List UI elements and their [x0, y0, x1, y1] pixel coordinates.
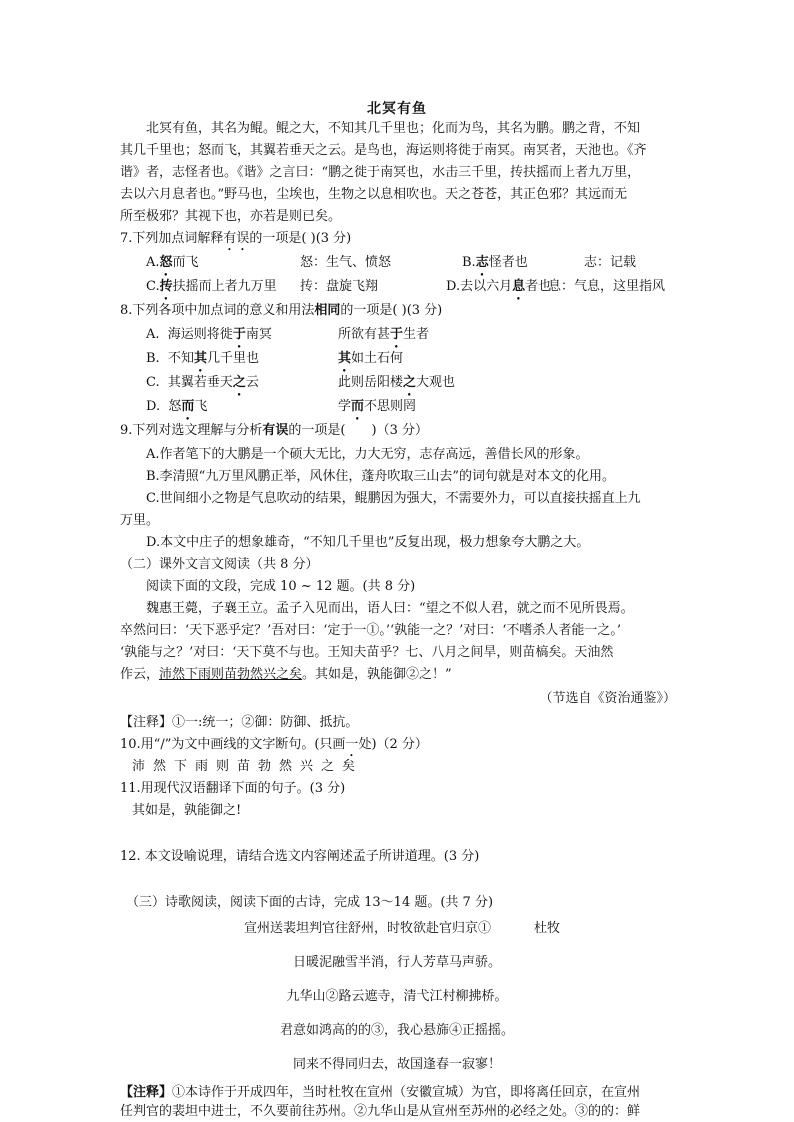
passage-line: 谐》者，志怪者也。《谐》之言曰：“鹏之徙于南冥也，水击三千里，抟扶摇而上者九万里， [120, 165, 641, 180]
q9-option-c-cont: 万里。 [120, 513, 160, 528]
question-11-text: 其如是，孰能御之! [132, 803, 242, 818]
poem-line: 君意如鸿高的的③，我心悬旆④正摇摇。 [279, 1023, 514, 1038]
q8-option-c-right: 此则岳阳楼之大观也 [338, 375, 456, 390]
question-9-stem: 9.下列对选文理解与分析有误的一项是( )（3 分） [120, 423, 428, 438]
passage-line: 所至极邪？其视下也，亦若是则已矣。 [120, 209, 342, 224]
section-2-line: 卒然问曰：‘天下恶乎定？’吾对曰：‘定于一①。’‘孰能一之？’对曰：‘不嗜杀人者能一之。’ [120, 623, 622, 638]
q7-option-d-gloss: 息：气息，这里指风 [548, 279, 666, 294]
question-8-stem: 8.下列各项中加点词的意义和用法相同的一项是( )(3 分) [120, 303, 443, 318]
q8-option-d-right: 学而不思则罔 [338, 399, 417, 414]
q9-option-c: C.世间细小之物是气息吹动的结果，鲲鹏因为强大，不需要外力，可以直接扶摇直上九 [146, 491, 641, 506]
poem-author: 杜牧 [534, 921, 561, 936]
passage-title: 北冥有鱼 [367, 101, 427, 117]
q8-option-d-left: D. 怒而飞 [146, 399, 208, 414]
section-2-instruction: 阅读下面的文段，完成 10 ~ 12 题。(共 8 分) [146, 579, 416, 594]
question-11-stem: 11.用现代汉语翻译下面的句子。(3 分) [120, 781, 346, 796]
q8-option-a-left: A. 海运则将徙于南冥 [146, 327, 272, 342]
section-2-line: 魏惠王薨，子襄王立。孟子入见而出，语人曰：“望之不似人君，就之而不见所畏焉。 [146, 601, 634, 616]
question-10-text: 沛然下雨则苗勃然兴之矣 [132, 759, 364, 774]
poem-note-line: 任判官的裴坦中进士，不久要前往苏州。②九华山是从宣州至苏州的必经之处。③的的：鲜 [120, 1104, 641, 1119]
section-2-line-last: 作云，沛然下雨则苗勃然兴之矣。其如是，孰能御②之！” [120, 667, 452, 682]
passage-line: 其几千里也；怒而飞，其翼若垂天之云。是鸟也，海运则将徙于南冥。南冥者，天池也。《齐 [120, 143, 647, 158]
q7-option-b: B.志怪者也 [462, 255, 528, 270]
poem-line: 九华山②路云遮寺，清弋江村柳拂桥。 [286, 989, 508, 1004]
passage-line: 北冥有鱼，其名为鲲。鲲之大，不知其几千里也；化而为鸟，其名为鹏。鹏之背，不知 [146, 121, 641, 136]
underlined-sentence: 沛然下雨则苗勃然兴之矣 [159, 667, 303, 682]
q7-option-a-gloss: 怒：生气、愤怒 [300, 255, 392, 270]
section-3-heading: （三）诗歌阅读，阅读下面的古诗，完成 13～14 题。(共 7 分) [126, 895, 494, 910]
q7-option-a: A.怒而飞 [146, 255, 199, 270]
section-2-heading: （二）课外文言文阅读（共 8 分） [120, 557, 319, 572]
q8-option-a-right: 所欲有甚于生者 [338, 327, 430, 342]
q9-option-d: D.本文中庄子的想象雄奇，“不知几千里也”反复出现，极力想象夸大鹏之大。 [146, 535, 590, 550]
poem-note-line: 【注释】①本诗作于开成四年，当时杜牧在宣州（安徽宣城）为官，即将离任回京，在宣州 [120, 1085, 641, 1100]
question-12-stem: 12. 本文设喻说理，请结合选文内容阐述孟子所讲道理。(3 分) [120, 849, 480, 864]
section-2-source: （节选自《资治通鉴》） [539, 691, 676, 706]
q8-option-b-right: 其如土石何 [338, 351, 404, 366]
q9-option-a: A.作者笔下的大鹏是一个硕大无比，力大无穷，志存高远，善借长风的形象。 [146, 447, 589, 462]
q8-option-c-left: C. 其翼若垂天之云 [146, 375, 259, 390]
q7-option-b-gloss: 志：记载 [584, 255, 637, 270]
passage-line: 去以六月息者也。”野马也，尘埃也，生物之以息相吹也。天之苍苍，其正色邪？其远而无 [120, 187, 628, 202]
q7-option-d: D.去以六月息者也 [446, 279, 552, 294]
poem-title: 宣州送裴坦判官往舒州，时牧欲赴官归京① [244, 921, 492, 936]
question-10-stem: 10.用“/”为文中画线的文字断句。(只画一处)（2 分） [120, 737, 428, 752]
poem-line: 同来不得同归去，故国逢春一寂寥！ [292, 1057, 501, 1072]
section-2-note: 【注释】①一:统一；②御：防御、抵抗。 [120, 715, 359, 730]
question-7-stem: 7.下列加点词解释有误的一项是( )(3 分) [120, 231, 352, 246]
section-2-line: ‘孰能与之？’对曰：‘天下莫不与也。王知夫苗乎？七、八月之间旱，则苗槁矣。天油然 [120, 645, 614, 660]
q8-option-b-left: B. 不知其几千里也 [146, 351, 259, 366]
q7-option-c: C.抟扶摇而上者九万里 [146, 279, 277, 294]
q9-option-b: B.李清照“九万里风鹏正举，风休住，蓬舟吹取三山去”的词句就是对本文的化用。 [146, 469, 615, 484]
q7-option-c-gloss: 抟：盘旋飞翔 [300, 279, 379, 294]
poem-line: 日暖泥融雪半消，行人芳草马声骄。 [292, 955, 501, 970]
